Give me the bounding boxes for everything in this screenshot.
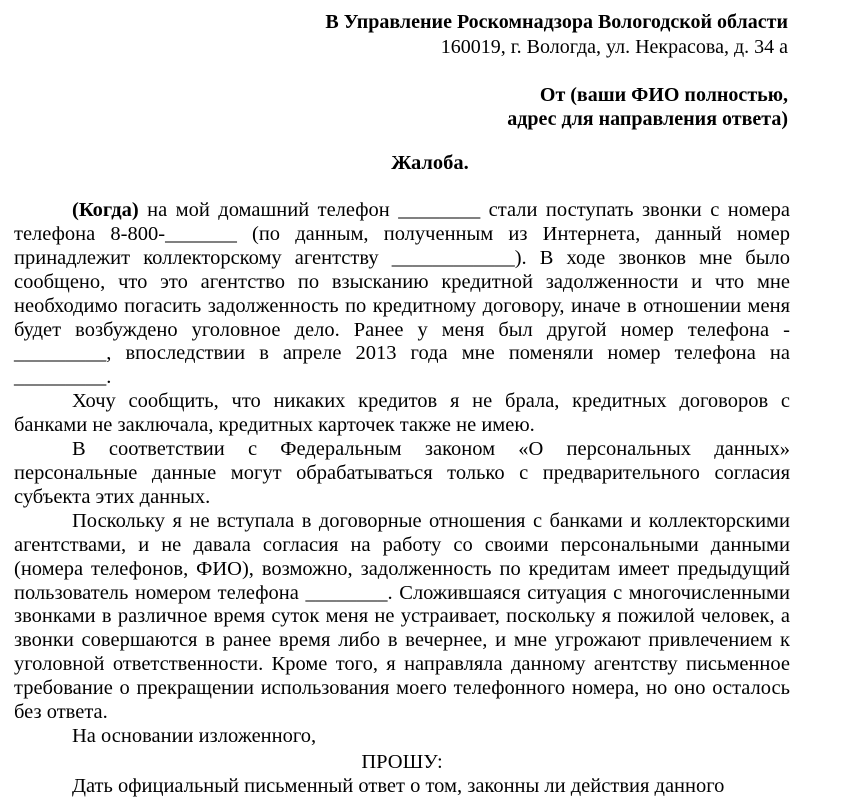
request-heading: ПРОШУ: <box>361 750 443 773</box>
sender-line-2: адрес для направления ответа) <box>507 108 788 130</box>
paragraph-3: В соответствии с Федеральным законом «О персональных данных» персональные данные могут обрабатываться только с предварительного согласия субъекта этих данных. <box>14 438 790 508</box>
paragraph-2: Хочу сообщить, что никаких кредитов я не брала, кредитных договоров с банками не заключала, кредитных карточек также не имею. <box>14 390 790 437</box>
sender-line-1: От (ваши ФИО полностью, <box>539 84 788 106</box>
document-body <box>14 199 790 799</box>
paragraph-1-text: на мой домашний телефон ________ стали поступать звонки с номера телефона 8-800-_______ (по данным, полученным из Интернета, данный номер принадлежит коллекторскому агентству ____________). В ходе звонков мне было сообщено, что это агентство по взысканию кредитной задолженности и что мне необходимо погасить задолженность по кредитному договору, иначе в отношении меня будет возбуждено уголовное дело. Ранее у меня был другой номер телефона - _________, впоследствии в апреле 2013 года мне поменяли номер телефона на _________. <box>14 199 790 389</box>
paragraph-5: На основании изложенного, <box>72 724 317 747</box>
when-placeholder: (Когда) <box>72 199 139 221</box>
paragraph-6: Дать официальный письменный ответ о том, законны ли действия данного <box>72 774 725 797</box>
document-title: Жалоба. <box>391 152 469 174</box>
paragraph-4: Поскольку я не вступала в договорные отношения с банками и коллекторскими агентствами, и не давала согласия на работу со своими персональными данными (номера телефонов, ФИО), возможно, задолженность по кредитам имеет предыдущий пользователь номером телефона ________. Сложившаяся ситуация с многочисленными звонками в различное время суток меня не устраивает, поскольку я пожилой человек, а звонки совершаются в ранее время либо в вечернее, и мне угрожают привлечением к уголовной ответственности. Кроме того, я направляла данному агентству письменное требование о прекращении использования моего телефонного номера, но оно осталось без ответа. <box>14 509 790 724</box>
paragraph-1 <box>14 199 790 390</box>
addressee-address: 160019, г. Вологда, ул. Некрасова, д. 34 а <box>440 36 788 58</box>
addressee-line: В Управление Роскомнадзора Вологодской области <box>325 11 788 33</box>
